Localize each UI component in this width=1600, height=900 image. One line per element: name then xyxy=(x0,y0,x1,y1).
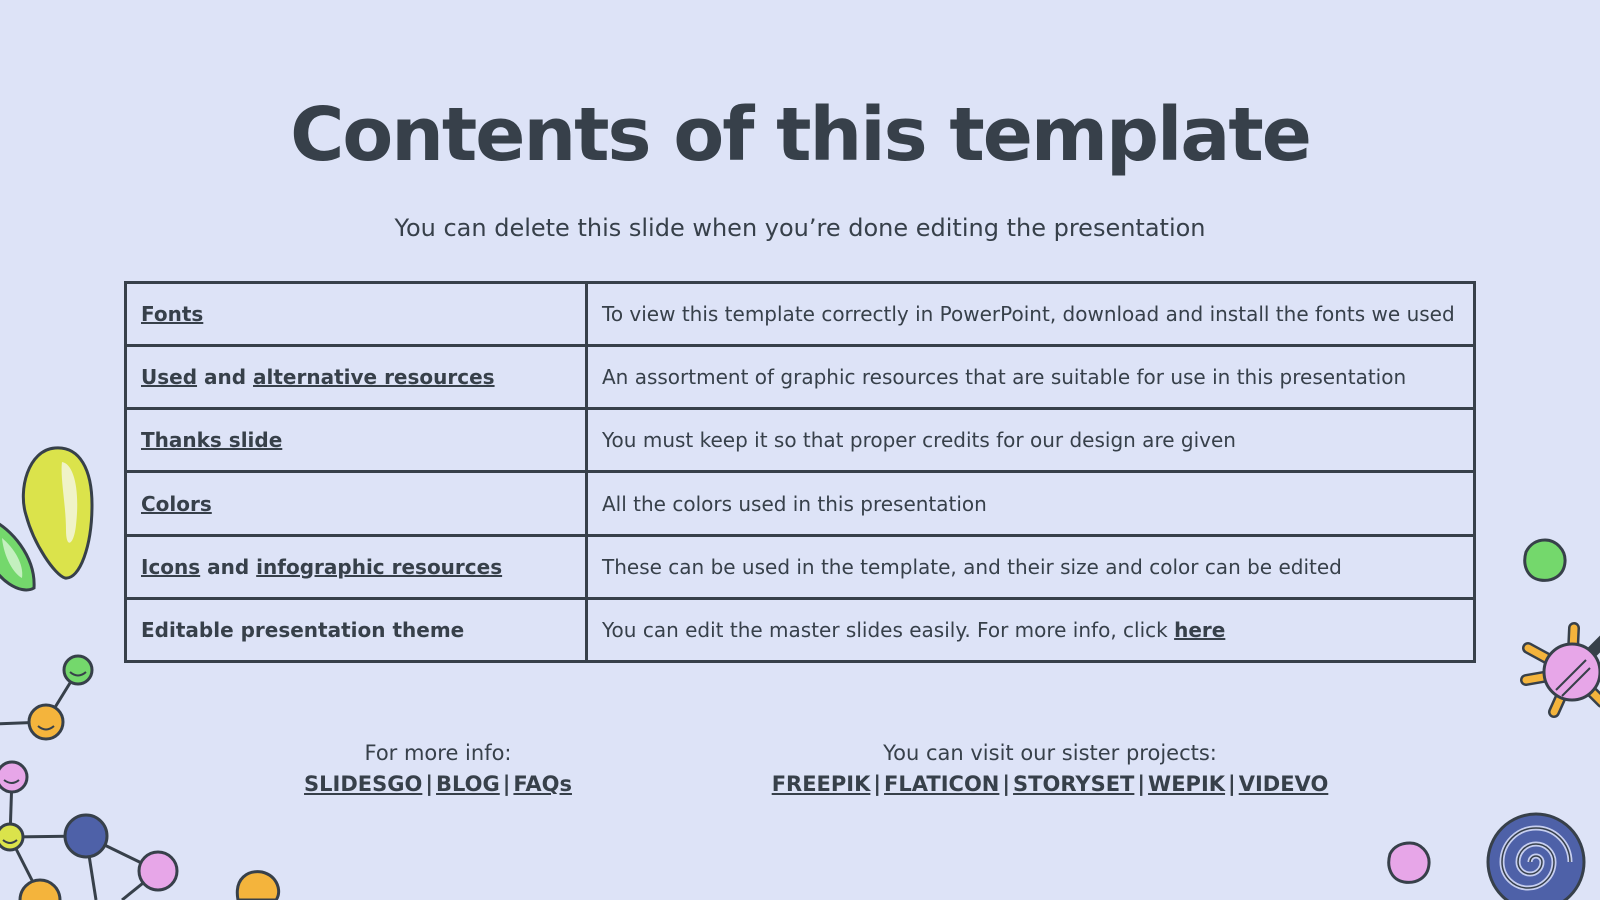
orange-blob-icon xyxy=(237,872,278,900)
flaticon-link[interactable]: FLATICON xyxy=(884,772,1000,796)
cell-text: These can be used in the template, and their size and color can be edited xyxy=(602,554,1342,579)
link-separator: | xyxy=(502,772,511,796)
yellow-drop-icon xyxy=(23,448,92,578)
page-subtitle: You can delete this slide when you’re done editing the presentation xyxy=(394,214,1206,242)
infographic-resources-link[interactable]: infographic resources xyxy=(256,554,503,579)
cell-text: To view this template correctly in PowerPoint, download and install the fonts we used xyxy=(602,302,1455,327)
fonts-link[interactable]: Fonts xyxy=(141,302,204,327)
storyset-link[interactable]: STORYSET xyxy=(1013,772,1135,796)
sun-icon xyxy=(1526,628,1600,712)
used-link[interactable]: Used xyxy=(141,365,198,390)
blog-link[interactable]: BLOG xyxy=(436,772,500,796)
cell-text: All the colors used in this presentation xyxy=(602,491,987,516)
cell-text: Editable presentation theme xyxy=(141,617,465,642)
videvo-link[interactable]: VIDEVO xyxy=(1238,772,1329,796)
green-blob-icon xyxy=(1525,540,1565,580)
page-title: Contents of this template xyxy=(290,92,1310,178)
icons-link[interactable]: Icons xyxy=(141,554,201,579)
thanks-slide-link[interactable]: Thanks slide xyxy=(141,428,283,453)
link-separator: | xyxy=(425,772,434,796)
colors-link[interactable]: Colors xyxy=(141,491,212,516)
footer-sister-projects-label: You can visit our sister projects: xyxy=(883,741,1217,765)
footer-more-info-label: For more info: xyxy=(364,741,512,765)
alternative-resources-link[interactable]: alternative resources xyxy=(253,365,495,390)
spiral-icon xyxy=(1488,814,1584,900)
cell-text: and xyxy=(200,554,257,579)
green-drop-icon xyxy=(0,520,34,590)
faqs-link[interactable]: FAQs xyxy=(513,772,572,796)
link-separator: | xyxy=(1228,772,1236,796)
cell-text: You must keep it so that proper credits for our design are given xyxy=(602,428,1236,453)
link-separator: | xyxy=(1137,772,1146,796)
pink-blob-icon xyxy=(1389,843,1429,882)
slidesgo-link[interactable]: SLIDESGO xyxy=(304,772,423,796)
link-separator: | xyxy=(873,772,882,796)
freepik-link[interactable]: FREEPIK xyxy=(771,772,871,796)
cell-text: and xyxy=(197,365,254,390)
wepik-link[interactable]: WEPIK xyxy=(1148,772,1226,796)
cell-text: You can edit the master slides easily. For more info, click xyxy=(602,617,1175,642)
molecule-icon xyxy=(0,656,177,900)
cell-text: An assortment of graphic resources that are suitable for use in this presentation xyxy=(602,365,1407,390)
link-separator: | xyxy=(1002,772,1011,796)
here-link[interactable]: here xyxy=(1174,617,1226,642)
